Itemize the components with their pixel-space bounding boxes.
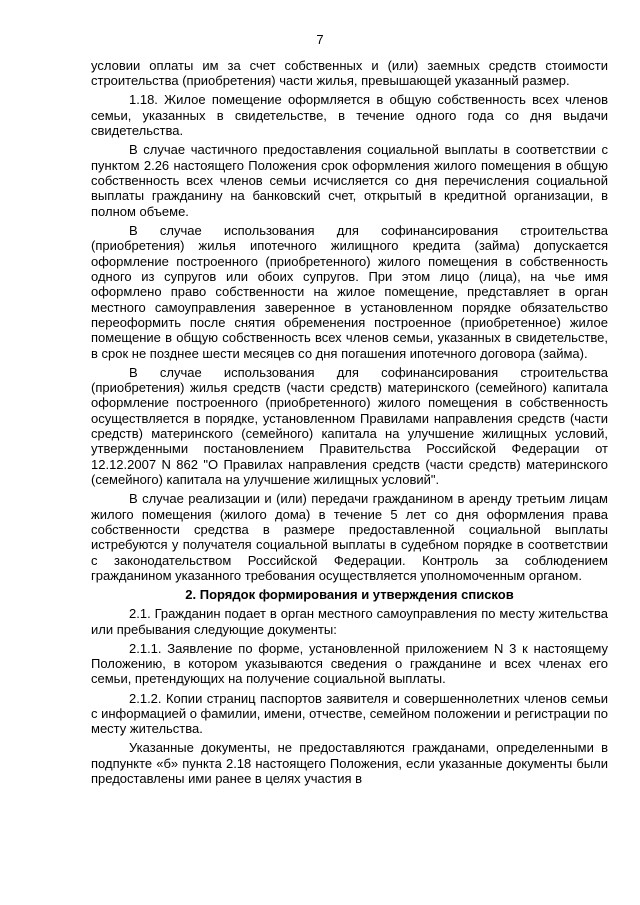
paragraph-mortgage: В случае использования для софинансирования строительства (приобретения) жилья ипотечного жилищного кредита (займа) допускается оформление построенного (приобретенного) жилого помещения в собственность одного из супругов или обоих супругов. При этом лицо (лица), на чье имя оформлено право собственности на жилое помещение, представляет в орган местного самоуправления заверенное в установленном порядке обязательство переоформить после снятия обременения построенное (приобретенное) жилое помещение в общую собственность всех членов семьи, указанных в свидетельстве, в срок не позднее шести месяцев со дня погашения ипотечного договора (займа).: [91, 222, 608, 361]
paragraph-continuation: условии оплаты им за счет собственных и (или) заемных средств стоимости строительства (приобретения) части жилья, превышающей указанный размер.: [91, 58, 608, 89]
paragraph-documents-note: Указанные документы, не предоставляются гражданами, определенными в подпункте «б» пункта 2.18 настоящего Положения, если указанные документы были предоставлены ими ранее в целях участия в: [91, 740, 608, 787]
paragraph-maternity-capital: В случае использования для софинансирования строительства (приобретения) жилья средств (части средств) материнского (семейного) капитала оформление построенного (приобретенного) жилого помещения в собственность осуществляется в порядке, установленном Правилами направления средств (части средств) материнского (семейного) капитала на улучшение жилищных условий, утвержденными постановлением Правительства Российской Федерации от 12.12.2007 N 862 "О Правилах направления средств (части средств) материнского (семейного) капитала на улучшение жилищных условий".: [91, 364, 608, 488]
paragraph-2-1: 2.1. Гражданин подает в орган местного самоуправления по месту жительства или пребывания следующие документы:: [91, 606, 608, 637]
paragraph-partial-payment: В случае частичного предоставления социальной выплаты в соответствии с пунктом 2.26 настоящего Положения срок оформления жилого помещения в общую собственность всех членов семьи исчисляется со дня перечисления социальной выплаты гражданину на банковский счет, открытый в кредитной организации, в полном объеме.: [91, 142, 608, 219]
page-number: 7: [316, 32, 324, 47]
document-body: [91, 58, 608, 786]
paragraph-1-18: 1.18. Жилое помещение оформляется в общую собственность всех членов семьи, указанных в свидетельстве, в течение одного года со дня выдачи свидетельства.: [91, 92, 608, 139]
paragraph-sale-rent: В случае реализации и (или) передачи гражданином в аренду третьим лицам жилого помещения (жилого дома) в течение 5 лет со дня оформления права собственности средства в размере предоставленной социальной выплаты истребуются у получателя социальной выплаты в судебном порядке в соответствии с законодательством Российской Федерации. Контроль за соблюдением гражданином указанного требования осуществляется уполномоченным органом.: [91, 491, 608, 583]
paragraph-2-1-1: 2.1.1. Заявление по форме, установленной приложением N 3 к настоящему Положению, в котором указываются сведения о гражданине и всех членах его семьи, претендующих на получение социальной выплаты.: [91, 640, 608, 687]
paragraph-2-1-2: 2.1.2. Копии страниц паспортов заявителя и совершеннолетних членов семьи с информацией о фамилии, имени, отчестве, семейном положении и регистрации по месту жительства.: [91, 690, 608, 737]
section-heading: 2. Порядок формирования и утверждения списков: [185, 587, 514, 603]
